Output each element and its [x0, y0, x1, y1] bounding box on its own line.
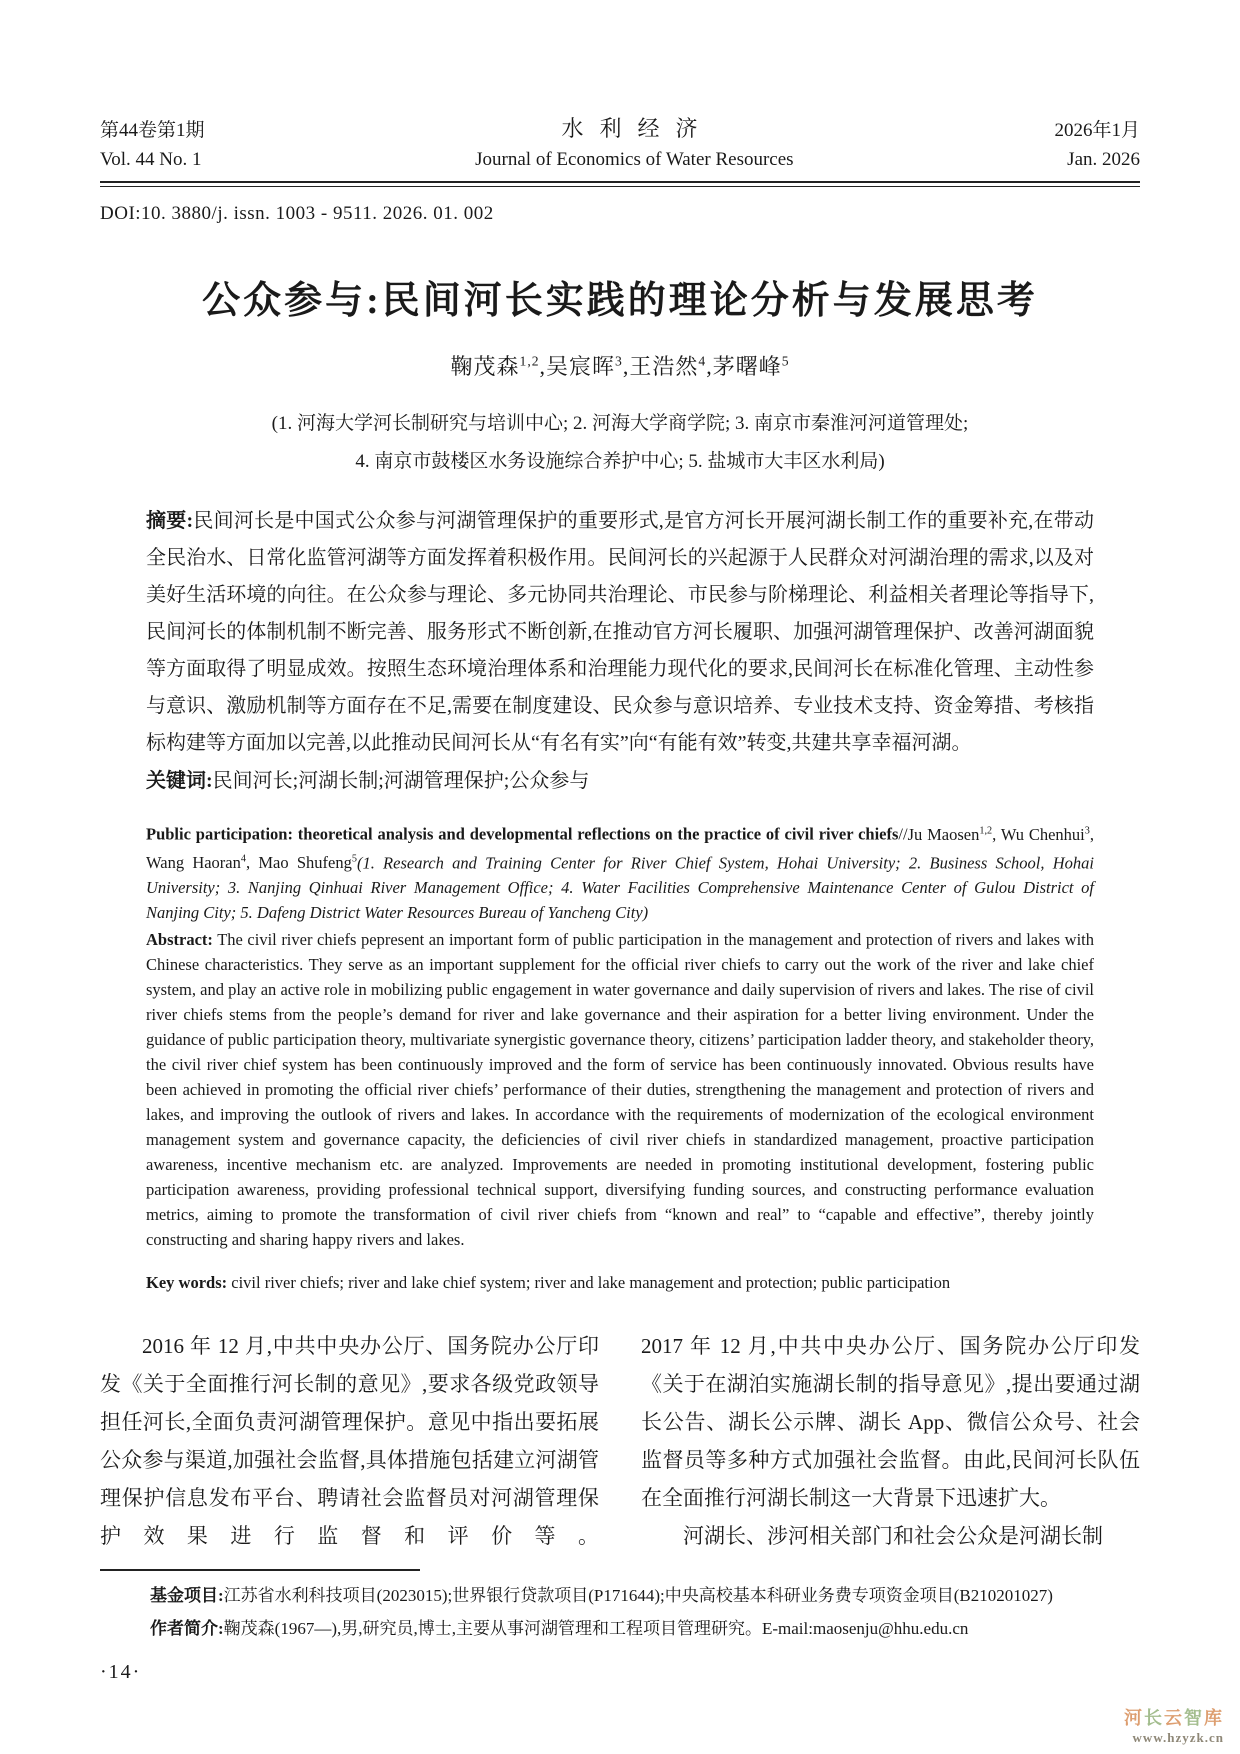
- author-superscript: 4: [240, 853, 246, 865]
- volume-issue-cn: 第44卷第1期: [100, 120, 205, 141]
- body-paragraph: 河湖长、涉河相关部门和社会公众是河湖长制: [683, 1524, 1103, 1548]
- abstract-en: [100, 927, 1140, 1252]
- author-superscript: 4: [698, 353, 707, 369]
- author-cn: 茅曙峰$^5$: [712, 353, 790, 379]
- watermark-char: 库: [1204, 1708, 1224, 1728]
- affiliation-en: (1. Research and Training Center for River Chief System, Hohai University; 2. Business School, Hohai University; 3. Nanjing Qinhuai River Management Office; 4. Water Facilities Comprehensive Maintenance Center of Gulou District of Nanjing City; 5. Dafeng District Water Resources Bureau of Yancheng City): [146, 853, 1094, 922]
- abstract-en-text: The civil river chiefs pepresent an important form of public participation in the management and protection of rivers and lakes with Chinese characteristics. They serve as an important supplement for the official river chiefs to carry out the work of the river and lake chief system, and play an active role in mobilizing public engagement in water governance and daily supervision of rivers and lakes. The rise of civil river chiefs stems from the people’s demand for river and lake governance and their aspiration for a better living environment. Under the guidance of public participation theory, multivariate synergistic governance theory, citizens’ participation ladder theory, and stakeholder theory, the civil river chief system has been continuously improved and the form of service has been continuously innovated. Obvious results have been achieved in promoting the official river chiefs’ performance of their duties, strengthening the management and protection of rivers and lakes, and improving the outlook of rivers and lakes. In accordance with the requirements of modernization of the ecological environment management system and governance capacity, the deficiencies of civil river chiefs in standardized management, proactive participation awareness, incentive mechanism etc. are analyzed. Improvements are needed in promoting institutional development, fostering public participation awareness, providing professional technical support, diversifying funding sources, and constructing performance evaluation metrics, aiming to promote the transformation of civil river chiefs from “known and real” to “capable and effective”, thereby jointly constructing and sharing happy rivers and lakes.: [146, 930, 1095, 1249]
- fund-project-line: [150, 1579, 1140, 1612]
- author-cn: 鞠茂森$^{1,2}$,: [450, 353, 547, 379]
- affiliation-line-2: 4. 南京市鼓楼区水务设施综合养护中心; 5. 盐城市大丰区水利局): [355, 451, 885, 472]
- author-en: Wu Chenhui$^3$,: [1000, 824, 1094, 844]
- watermark: [1124, 1704, 1224, 1746]
- keywords-cn-label: 关键词:: [146, 770, 213, 792]
- author-bio-label: 作者简介:: [150, 1619, 224, 1638]
- watermark-brand: [1124, 1704, 1224, 1730]
- abstract-cn-label: 摘要:: [146, 510, 194, 532]
- body-column-left: [100, 1327, 599, 1555]
- fund-project-text: 江苏省水利科技项目(2023015);世界银行贷款项目(P171644);中央高校基本科研业务费专项资金项目(B210201027): [223, 1586, 1053, 1605]
- footnote-divider: [100, 1569, 420, 1571]
- author-superscript: 1,2: [519, 353, 540, 369]
- author-bio-line: [150, 1612, 1140, 1645]
- author-cn: 吴宸晖$^3$,: [546, 353, 630, 379]
- author-superscript: 3: [615, 353, 623, 369]
- english-title: Public participation: theoretical analysis and developmental reflections on the practice of civil river chiefs: [146, 824, 899, 844]
- author-en: Ju Maosen$^{1,2}$,: [907, 824, 1001, 844]
- watermark-char: 云: [1164, 1708, 1184, 1728]
- volume-issue-en: Vol. 44 No. 1: [100, 149, 202, 170]
- watermark-char: 长: [1144, 1708, 1164, 1728]
- header-divider: [100, 181, 1140, 187]
- keywords-cn: [100, 762, 1140, 800]
- author-superscript: 5: [781, 353, 790, 369]
- issue-date-en: Jan. 2026: [1067, 149, 1140, 170]
- journal-header-row-en: [100, 149, 1140, 171]
- body-columns: [100, 1327, 1140, 1555]
- abstract-cn: [100, 503, 1140, 762]
- author-list-cn: [100, 350, 1140, 381]
- title-author-separator: //: [898, 824, 908, 844]
- author-en: Mao Shufeng$^5$: [258, 853, 357, 872]
- author-cn: 王浩然$^4$,: [629, 353, 713, 379]
- watermark-char: 智: [1184, 1708, 1204, 1728]
- article-title: 公众参与:民间河长实践的理论分析与发展思考: [202, 280, 1038, 322]
- journal-title-en: Journal of Economics of Water Resources: [475, 149, 794, 170]
- body-column-right: [641, 1327, 1140, 1555]
- body-paragraph: 2017 年 12 月,中共中央办公厅、国务院办公厅印发《关于在湖泊实施湖长制的指导意见》,提出要通过湖长公告、湖长公示牌、湖长 App、微信公众号、社会监督员等多种方式加强社会监督。由此,民间河长队伍在全面推行河湖长制这一大背景下迅速扩大。: [641, 1334, 1140, 1510]
- author-superscript: 3: [1084, 825, 1090, 836]
- abstract-en-label: Abstract:: [146, 930, 213, 949]
- page-number: ·14·: [100, 1661, 142, 1683]
- keywords-en-label: Key words:: [146, 1273, 228, 1292]
- author-bio-text: 鞠茂森(1967—),男,研究员,博士,主要从事河湖管理和工程项目管理研究。E-mail:maosenju@hhu.edu.cn: [223, 1619, 969, 1638]
- abstract-cn-text: 民间河长是中国式公众参与河湖管理保护的重要形式,是官方河长开展河湖长制工作的重要补充,在带动全民治水、日常化监管河湖等方面发挥着积极作用。民间河长的兴起源于人民群众对河湖治理的需求,以及对美好生活环境的向往。在公众参与理论、多元协同共治理论、市民参与阶梯理论、利益相关者理论等指导下,民间河长的体制机制不断完善、服务形式不断创新,在推动官方河长履职、加强河湖管理保护、改善河湖面貌等方面取得了明显成效。按照生态环境治理体系和治理能力现代化的要求,民间河长在标准化管理、主动性参与意识、激励机制等方面存在不足,需要在制度建设、民众参与意识培养、专业技术支持、资金筹措、考核指标构建等方面加以完善,以此推动民间河长从“有名有实”向“有能有效”转变,共建共享幸福河湖。: [146, 510, 1094, 754]
- author-en: Wang Haoran$^4$,: [146, 853, 259, 872]
- footnote-block: [100, 1569, 1140, 1645]
- author-superscript: 5: [351, 853, 357, 865]
- affiliations: [100, 405, 1140, 481]
- journal-header-row-cn: [100, 112, 1140, 143]
- doi-line: DOI:10. 3880/j. issn. 1003 - 9511. 2026. 01. 002: [100, 203, 494, 224]
- fund-project-label: 基金项目:: [150, 1586, 224, 1605]
- issue-date-cn: 2026年1月: [1054, 120, 1140, 141]
- journal-title-cn: 水利经济: [561, 116, 714, 141]
- body-paragraph: 2016 年 12 月,中共中央办公厅、国务院办公厅印发《关于全面推行河长制的意见》,要求各级党政领导担任河长,全面负责河湖管理保护。意见中指出要拓展公众参与渠道,加强社会监督,具体措施包括建立河湖管理保护信息发布平台、聘请社会监督员对河湖管理保护效果进行监督和评价等。: [100, 1334, 599, 1548]
- english-title-block: [100, 818, 1140, 925]
- keywords-en: [100, 1270, 1140, 1295]
- affiliation-line-1: (1. 河海大学河长制研究与培训中心; 2. 河海大学商学院; 3. 南京市秦淮河河道管理处;: [271, 413, 969, 434]
- author-superscript: 1,2: [979, 825, 993, 836]
- keywords-en-text: civil river chiefs; river and lake chief system; river and lake management and protection; public participation: [231, 1273, 951, 1292]
- watermark-char: 河: [1124, 1708, 1144, 1728]
- footnote-lines: [100, 1579, 1140, 1645]
- keywords-cn-text: 民间河长;河湖长制;河湖管理保护;公众参与: [212, 770, 590, 792]
- watermark-url: www.hzyzk.cn: [1132, 1730, 1224, 1745]
